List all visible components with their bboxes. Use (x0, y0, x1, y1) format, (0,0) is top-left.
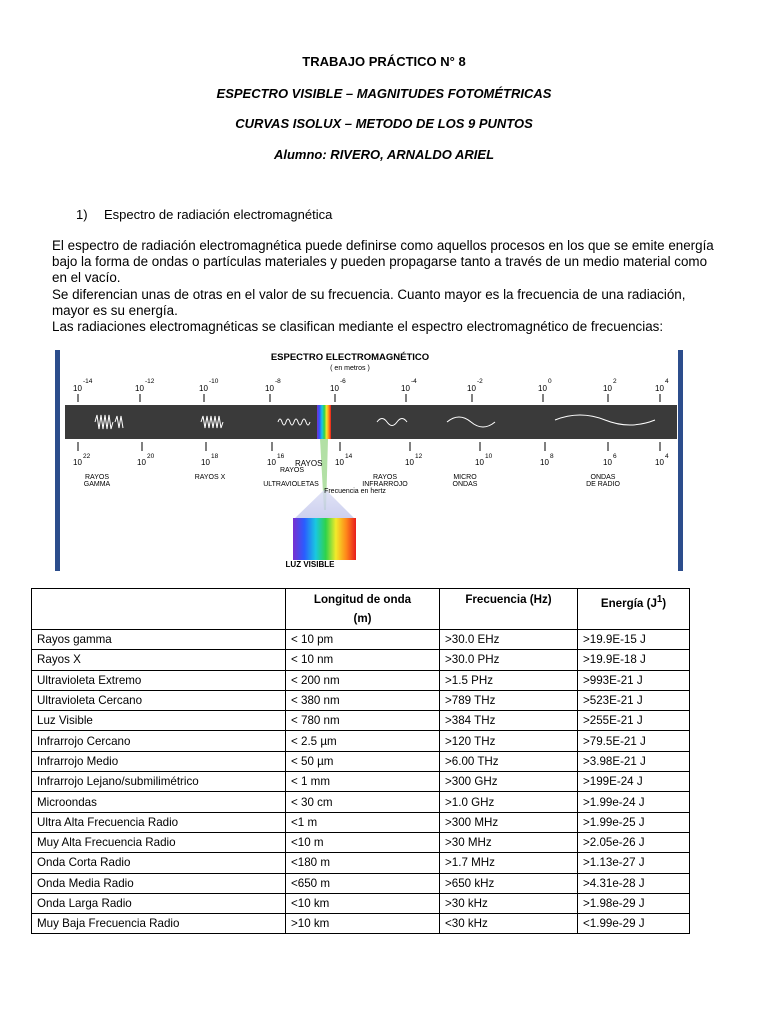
cell-wavelength: < 10 pm (286, 630, 440, 650)
wavelength-exponent-label: -12 (145, 378, 155, 385)
cell-name: Luz Visible (32, 711, 286, 731)
table-row (32, 812, 690, 832)
frequency-exponent-label: 14 (345, 453, 353, 460)
section-number: 1) (76, 207, 88, 222)
cell-frequency: <30 kHz (440, 914, 578, 934)
cell-name: Rayos gamma (32, 630, 286, 650)
wavelength-exponent-label: -2 (477, 378, 483, 385)
frequency-base-label: 10 (73, 458, 82, 467)
cell-energy: >1.13e-27 J (578, 853, 690, 873)
region-label-line2: ULTRAVIOLETAS (263, 481, 319, 488)
document-subtitle-1: ESPECTRO VISIBLE – MAGNITUDES FOTOMÉTRICAS (216, 86, 552, 101)
cell-wavelength: < 780 nm (286, 711, 440, 731)
cell-name: Microondas (32, 792, 286, 812)
cell-name: Ultravioleta Extremo (32, 670, 286, 690)
table-row (32, 751, 690, 771)
cell-frequency: >300 MHz (440, 812, 578, 832)
header-wavelength-line1: Longitud de onda (313, 593, 412, 606)
wavelength-exponent-label: 2 (613, 378, 617, 385)
cell-name: Ultra Alta Frecuencia Radio (32, 812, 286, 832)
region-label-line1: ONDAS (590, 474, 616, 481)
visible-light-label: LUZ VISIBLE (285, 560, 335, 569)
frequency-base-label: 10 (540, 458, 549, 467)
cell-frequency: >1.5 PHz (440, 670, 578, 690)
radiation-table (31, 588, 690, 934)
cell-frequency: >6.00 THz (440, 751, 578, 771)
table-row (32, 731, 690, 751)
visible-band (317, 405, 331, 439)
wavelength-base-label: 10 (538, 384, 547, 393)
header-frequency-label: Frecuencia (Hz) (465, 593, 552, 606)
left-edge-bar (55, 350, 60, 571)
table-row (32, 711, 690, 731)
frequency-base-label: 10 (201, 458, 210, 467)
cell-name: Ultravioleta Cercano (32, 690, 286, 710)
cell-wavelength: < 380 nm (286, 690, 440, 710)
cell-energy: >993E-21 J (578, 670, 690, 690)
header-energy (578, 589, 690, 630)
cell-wavelength: < 30 cm (286, 792, 440, 812)
cell-name: Onda Larga Radio (32, 893, 286, 913)
wavelength-exponent-label: 0 (548, 378, 552, 385)
region-label-line2: INFRARROJO (362, 481, 408, 488)
section-heading (76, 207, 332, 222)
cell-energy: >523E-21 J (578, 690, 690, 710)
table-row (32, 690, 690, 710)
cell-frequency: >384 THz (440, 711, 578, 731)
wavelength-exponent-label: 4 (665, 378, 669, 385)
cell-wavelength: <10 km (286, 893, 440, 913)
header-name (32, 589, 286, 630)
cell-frequency: >30.0 PHz (440, 650, 578, 670)
wavelength-base-label: 10 (135, 384, 144, 393)
cell-wavelength: < 1 mm (286, 772, 440, 792)
cell-name: Onda Corta Radio (32, 853, 286, 873)
frequency-exponent-label: 8 (550, 453, 554, 460)
cell-frequency: >120 THz (440, 731, 578, 751)
electromagnetic-spectrum-diagram (55, 350, 683, 571)
cell-energy: >3.98E-21 J (578, 751, 690, 771)
table-row (32, 630, 690, 650)
visible-spectrum-swatch (293, 518, 356, 560)
frequency-exponent-label: 22 (83, 453, 91, 460)
section-title: Espectro de radiación electromagnética (104, 207, 333, 222)
wavelength-exponent-label: -14 (83, 378, 93, 385)
cell-energy: >4.31e-28 J (578, 873, 690, 893)
cell-energy: >1.99e-24 J (578, 792, 690, 812)
table-row (32, 873, 690, 893)
region-label-gamma-line1: RAYOS (295, 459, 323, 468)
table-row (32, 853, 690, 873)
header-wavelength-line2: (m) (353, 612, 372, 625)
region-label-line1: MICRO (453, 474, 477, 481)
region-label-line2: ONDAS (452, 481, 478, 488)
cell-energy: >255E-21 J (578, 711, 690, 731)
frequency-exponent-label: 10 (485, 453, 493, 460)
frequency-exponent-label: 6 (613, 453, 617, 460)
cell-energy: >199E-24 J (578, 772, 690, 792)
cell-name: Muy Alta Frecuencia Radio (32, 832, 286, 852)
wavelength-base-label: 10 (603, 384, 612, 393)
cell-name: Infrarrojo Cercano (32, 731, 286, 751)
frequency-exponent-label: 18 (211, 453, 219, 460)
cell-frequency: >30.0 EHz (440, 630, 578, 650)
wavelength-exponent-label: -6 (340, 378, 346, 385)
paragraph-frequency: Se diferencian unas de otras en el valor de su frecuencia. Cuanto mayor es la frecuencia de una radiación, mayor es su energía. (52, 286, 686, 318)
region-label-line2: GAMMA (83, 481, 111, 488)
frequency-note: Frecuencia en hertz (324, 488, 386, 495)
table-row (32, 670, 690, 690)
wavelength-base-label: 10 (467, 384, 476, 393)
cell-energy: >19.9E-15 J (578, 630, 690, 650)
cell-wavelength: <180 m (286, 853, 440, 873)
frequency-base-label: 10 (603, 458, 612, 467)
cell-frequency: >30 MHz (440, 832, 578, 852)
table-row (32, 832, 690, 852)
cell-wavelength: < 50 µm (286, 751, 440, 771)
wavelength-exponent-label: -4 (411, 378, 417, 385)
cell-wavelength: <650 m (286, 873, 440, 893)
wavelength-base-label: 10 (655, 384, 664, 393)
cell-wavelength: <1 m (286, 812, 440, 832)
wavelength-exponent-label: -10 (209, 378, 219, 385)
document-title: TRABAJO PRÁCTICO N° 8 (302, 54, 466, 69)
cell-wavelength: < 10 nm (286, 650, 440, 670)
cell-energy: >19.9E-18 J (578, 650, 690, 670)
cell-frequency: >30 kHz (440, 893, 578, 913)
frequency-base-label: 10 (405, 458, 414, 467)
student-name: Alumno: RIVERO, ARNALDO ARIEL (273, 147, 495, 162)
cell-name: Onda Media Radio (32, 873, 286, 893)
wavelength-base-label: 10 (330, 384, 339, 393)
frequency-base-label: 10 (137, 458, 146, 467)
wavelength-base-label: 10 (73, 384, 82, 393)
header-frequency (440, 589, 578, 630)
cell-energy: >1.98e-29 J (578, 893, 690, 913)
table-row (32, 792, 690, 812)
cell-frequency: >650 kHz (440, 873, 578, 893)
frequency-base-label: 10 (655, 458, 664, 467)
region-label-line2: DE RADIO (586, 481, 620, 488)
header-wavelength (286, 589, 440, 630)
region-label-line1: RAYOS X (194, 474, 226, 481)
cell-frequency: >1.7 MHz (440, 853, 578, 873)
table-row (32, 914, 690, 934)
cell-wavelength: <10 m (286, 832, 440, 852)
spectrum-unit: ( en metros ) (330, 365, 370, 372)
frequency-base-label: 10 (475, 458, 484, 467)
header-energy-sup: 1 (656, 594, 663, 605)
frequency-exponent-label: 4 (665, 453, 669, 460)
header-energy-wrap (583, 590, 684, 613)
paragraph-definition: El espectro de radiación electromagnética puede definirse como aquellos procesos en los que se emite energía bajo la forma de ondas o partículas materiales y pueden propagarse tanto a través de un medio material como en el vacío. (52, 238, 714, 286)
region-label-ultraviolet-line1: RAYOS (280, 467, 304, 474)
frequency-exponent-label: 16 (277, 453, 285, 460)
frequency-exponent-label: 12 (415, 453, 423, 460)
cell-frequency: >789 THz (440, 690, 578, 710)
cell-wavelength: < 2.5 µm (286, 731, 440, 751)
cell-name: Muy Baja Frecuencia Radio (32, 914, 286, 934)
cell-energy: >79.5E-21 J (578, 731, 690, 751)
wavelength-base-label: 10 (199, 384, 208, 393)
cell-energy: <1.99e-29 J (578, 914, 690, 934)
table-row (32, 893, 690, 913)
frequency-base-label: 10 (267, 458, 276, 467)
table-row (32, 772, 690, 792)
region-label-line1: RAYOS (85, 474, 109, 481)
right-edge-bar (678, 350, 683, 571)
cell-name: Infrarrojo Medio (32, 751, 286, 771)
paragraph-classification: Las radiaciones electromagnéticas se clasifican mediante el espectro electromagnético de frecuencias: (52, 319, 664, 335)
table-header-row (32, 589, 690, 630)
cell-name: Infrarrojo Lejano/submilimétrico (32, 772, 286, 792)
frequency-exponent-label: 20 (147, 453, 155, 460)
cell-frequency: >1.0 GHz (440, 792, 578, 812)
wavelength-exponent-label: -8 (275, 378, 281, 385)
document-subtitle-2: CURVAS ISOLUX – METODO DE LOS 9 PUNTOS (235, 116, 533, 131)
body-text (52, 238, 722, 335)
cell-wavelength: < 200 nm (286, 670, 440, 690)
cell-wavelength: >10 km (286, 914, 440, 934)
frequency-base-label: 10 (335, 458, 344, 467)
wavelength-base-label: 10 (401, 384, 410, 393)
cell-frequency: >300 GHz (440, 772, 578, 792)
header-energy-close: ) (662, 596, 667, 610)
cell-energy: >2.05e-26 J (578, 832, 690, 852)
region-label-line1: RAYOS (373, 474, 397, 481)
wavelength-base-label: 10 (265, 384, 274, 393)
spectrum-title: ESPECTRO ELECTROMAGNÉTICO (270, 352, 430, 363)
cell-energy: >1.99e-25 J (578, 812, 690, 832)
header-energy-label: Energía (J (600, 596, 657, 610)
spectrum-band (65, 405, 677, 439)
cell-name: Rayos X (32, 650, 286, 670)
table-row (32, 650, 690, 670)
